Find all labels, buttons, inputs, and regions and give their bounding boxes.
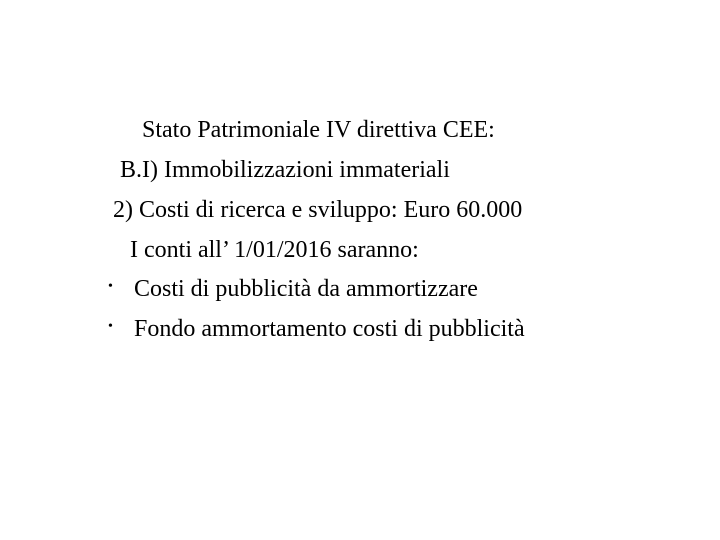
bullet-icon: •: [108, 319, 113, 335]
item-line: 2) Costi di ricerca e sviluppo: Euro 60.000: [113, 197, 523, 223]
bullet-text: Costi di pubblicità da ammortizzare: [134, 276, 478, 302]
intro-line: I conti all’ 1/01/2016 saranno:: [130, 237, 419, 263]
section-line: B.I) Immobilizzazioni immateriali: [120, 157, 450, 183]
heading-line: Stato Patrimoniale IV direttiva CEE:: [142, 117, 495, 143]
bullet-list-item: [108, 315, 525, 344]
bullet-list-item: [108, 275, 478, 304]
bullet-icon: •: [108, 279, 113, 295]
bullet-text: Fondo ammortamento costi di pubblicità: [134, 316, 525, 342]
